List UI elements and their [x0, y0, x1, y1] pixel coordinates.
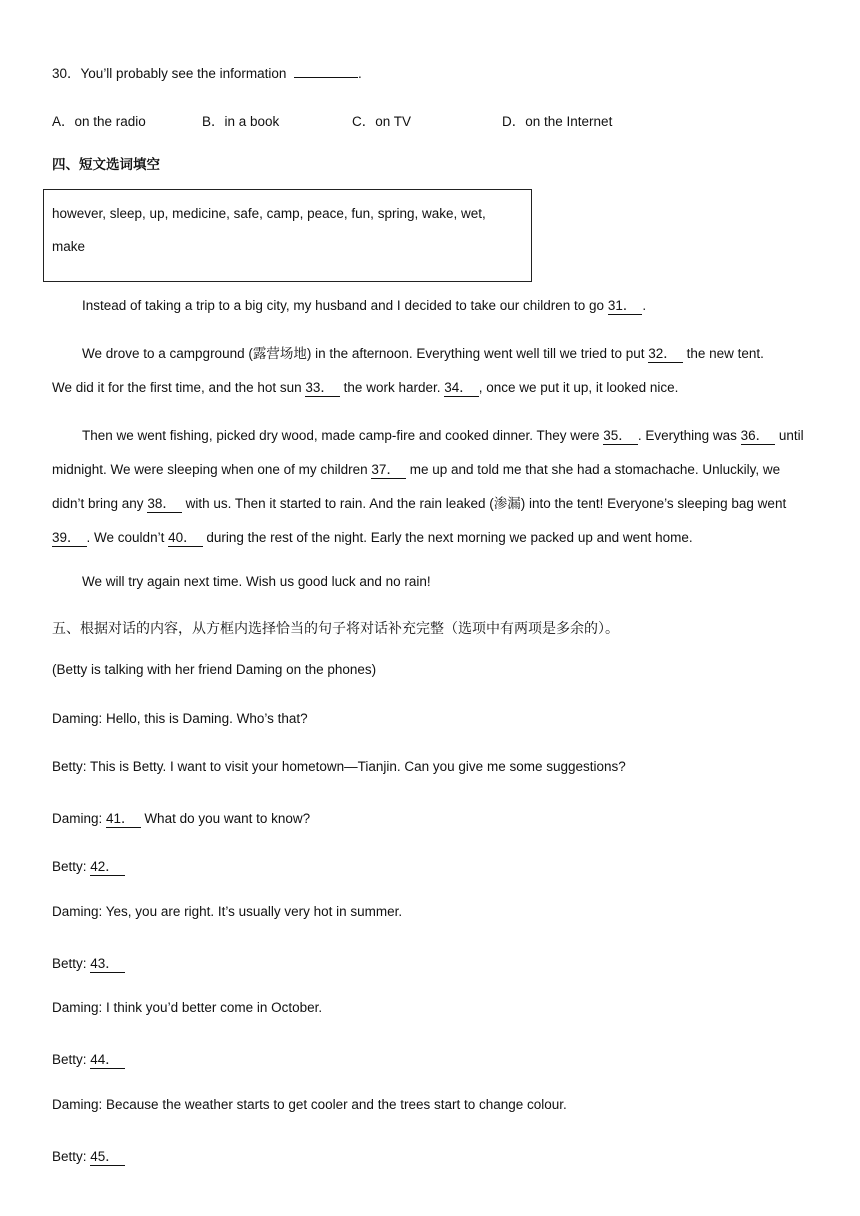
dialogue-line: Daming: Yes, you are right. It’s usually very hot in summer. — [52, 904, 403, 919]
blank-41[interactable]: 41． — [106, 807, 141, 828]
blank-32[interactable]: 32． — [648, 342, 683, 363]
dialogue-intro: (Betty is talking with her friend Daming on the phones) — [52, 662, 377, 677]
blank-36[interactable]: 36． — [741, 424, 776, 445]
section-4-title: 四、短文选词填空 — [52, 157, 160, 173]
option-c[interactable]: C．on TV — [352, 114, 412, 129]
passage-paragraph-3-line-3: didn’t bring any 38． with us. Then it started to rain. And the rain leaked (渗漏) into the tent! Everyone’s sleeping bag went — [52, 492, 786, 513]
blank-43[interactable]: 43． — [90, 952, 125, 973]
option-d[interactable]: D．on the Internet — [502, 114, 613, 129]
dialogue-line: Daming: Because the weather starts to get cooler and the trees start to change colour. — [52, 1097, 567, 1112]
dialogue-line: Betty: 44． — [52, 1048, 125, 1069]
passage-paragraph-4: We will try again next time. Wish us good luck and no rain! — [82, 574, 431, 589]
blank-42[interactable]: 42． — [90, 855, 125, 876]
option-b[interactable]: B．in a book — [202, 114, 280, 129]
question-30: 30．You’ll probably see the information . — [52, 66, 362, 81]
blank-40[interactable]: 40． — [168, 526, 203, 547]
passage-paragraph-2-line-1: We drove to a campground (露营场地) in the afternoon. Everything went well till we tried to put 32． the new tent. — [82, 342, 764, 363]
blank-34[interactable]: 34． — [444, 376, 479, 397]
section-5-title: 五、根据对话的内容，从方框内选择恰当的句子将对话补充完整（选项中有两项是多余的）。 — [52, 621, 619, 637]
dialogue-line: Daming: I think you’d better come in October. — [52, 1000, 323, 1015]
option-a[interactable]: A．on the radio — [52, 114, 146, 129]
blank-37[interactable]: 37． — [371, 458, 406, 479]
blank-38[interactable]: 38． — [147, 492, 182, 513]
passage-paragraph-3-line-1: Then we went fishing, picked dry wood, made camp-fire and cooked dinner. They were 35． . Everything was 36． until — [82, 424, 804, 445]
passage-paragraph-3-line-2: midnight. We were sleeping when one of my children 37． me up and told me that she had a stomachache. Unluckily, we — [52, 458, 780, 479]
word-bank-line-2: make — [52, 239, 86, 254]
passage-paragraph-1: Instead of taking a trip to a big city, my husband and I decided to take our children to go 31． . — [82, 294, 646, 315]
dialogue-line: Daming: Hello, this is Daming. Who’s that? — [52, 711, 308, 726]
dialogue-line: Daming: 41． What do you want to know? — [52, 807, 310, 828]
blank-45[interactable]: 45． — [90, 1145, 125, 1166]
dialogue-line: Betty: 43． — [52, 952, 125, 973]
dialogue-line: Betty: 42． — [52, 855, 125, 876]
blank-33[interactable]: 33． — [305, 376, 340, 397]
dialogue-line: Betty: This is Betty. I want to visit your hometown—Tianjin. Can you give me some suggestions? — [52, 759, 626, 774]
passage-paragraph-3-line-4: 39． . We couldn’t 40． during the rest of the night. Early the next morning we packed up and went home. — [52, 526, 693, 547]
question-text: You’ll probably see the information — [80, 66, 287, 81]
blank-31[interactable]: 31． — [608, 294, 643, 315]
blank-44[interactable]: 44． — [90, 1048, 125, 1069]
blank-35[interactable]: 35． — [603, 424, 638, 445]
word-bank-box — [43, 189, 532, 282]
question-number: 30． — [52, 66, 81, 81]
blank-39[interactable]: 39． — [52, 526, 87, 547]
passage-paragraph-2-line-2: We did it for the first time, and the hot sun 33． the work harder. 34． , once we put it up, it looked nice. — [52, 376, 678, 397]
answer-blank[interactable] — [294, 65, 358, 78]
dialogue-line: Betty: 45． — [52, 1145, 125, 1166]
word-bank-line-1: however, sleep, up, medicine, safe, camp, peace, fun, spring, wake, wet, — [52, 206, 486, 221]
